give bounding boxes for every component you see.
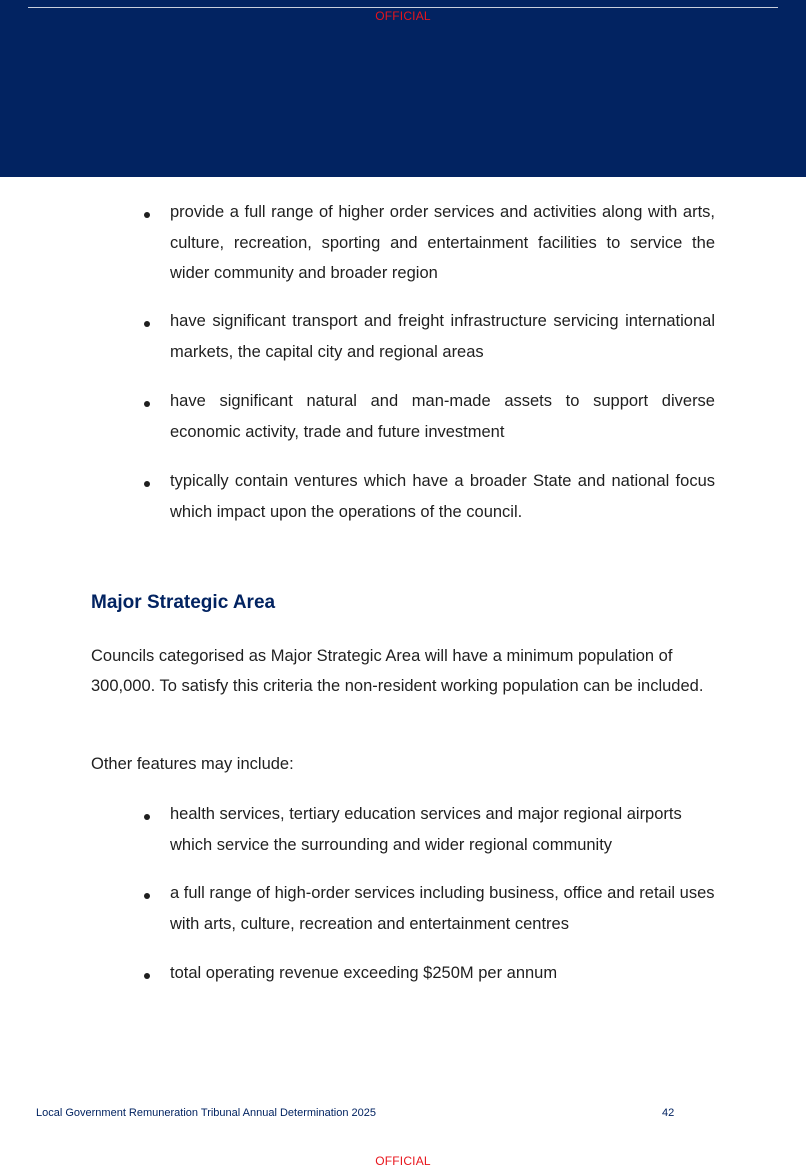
bullet-icon bbox=[144, 212, 150, 218]
header-rule bbox=[28, 7, 778, 8]
bullet-icon bbox=[144, 893, 150, 899]
classification-marking-top: OFFICIAL bbox=[375, 9, 431, 23]
classification-marking-bottom: OFFICIAL bbox=[375, 1154, 431, 1168]
bullet-icon bbox=[144, 481, 150, 487]
list-item-text: have significant natural and man-made assets to support diverse economic activity, trade and future investment bbox=[170, 392, 715, 441]
section-heading: Major Strategic Area bbox=[91, 592, 276, 613]
list-item-text: a full range of high-order services including business, office and retail uses with arts, culture, recreation and entertainment centres bbox=[170, 884, 715, 933]
bullet-icon bbox=[144, 814, 150, 820]
list-item-text: provide a full range of higher order services and activities along with arts, culture, recreation, sporting and entertainment facilities to service the wider community and broader region bbox=[170, 203, 715, 282]
section-paragraph: Councils categorised as Major Strategic Area will have a minimum population of 300,000. To satisfy this criteria the non-resident working population can be included. bbox=[91, 647, 704, 695]
bullet-icon bbox=[144, 401, 150, 407]
header-band bbox=[0, 0, 806, 177]
list-item-text: total operating revenue exceeding $250M per annum bbox=[170, 964, 558, 982]
list-item-text: typically contain ventures which have a broader State and national focus which impact upon the operations of the council. bbox=[170, 472, 715, 521]
list-item-text: have significant transport and freight infrastructure servicing international markets, the capital city and regional areas bbox=[170, 312, 715, 361]
footer-title: Local Government Remuneration Tribunal Annual Determination 2025 bbox=[36, 1107, 376, 1119]
bullet-icon bbox=[144, 973, 150, 979]
section-paragraph: Other features may include: bbox=[91, 755, 294, 773]
list-item-text: health services, tertiary education services and major regional airports which service the surrounding and wider regional community bbox=[170, 805, 682, 854]
page-number: 42 bbox=[662, 1107, 675, 1119]
bullet-icon bbox=[144, 321, 150, 327]
